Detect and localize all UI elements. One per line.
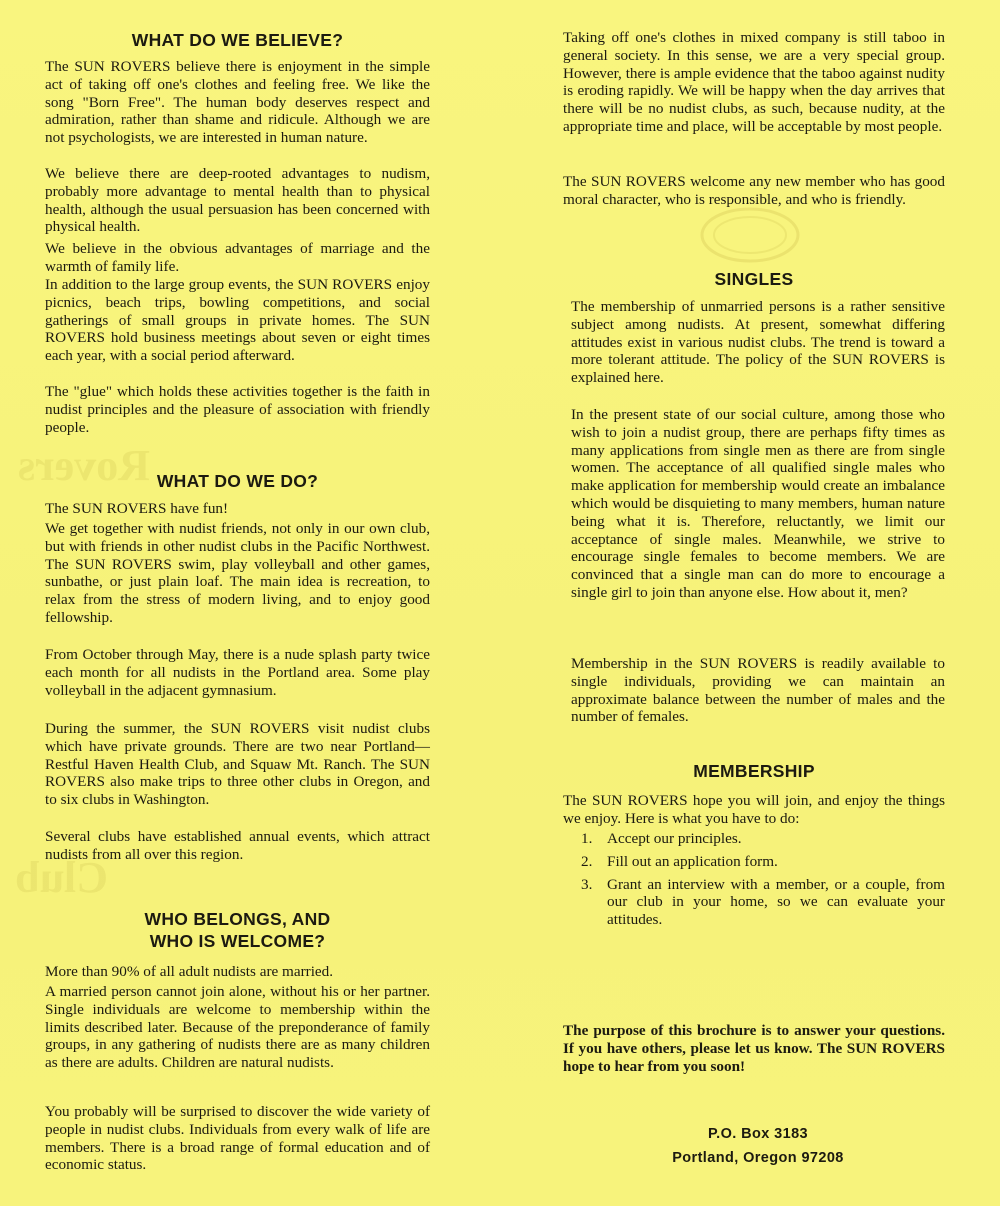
heading-what-do-we-believe: WHAT DO WE BELIEVE? (131, 30, 344, 50)
heading-singles: SINGLES (714, 269, 794, 289)
list-item: 2. Fill out an application form. (581, 852, 778, 870)
do-paragraph: We get together with nudist friends, not only in our own club, but with friends in other nudist clubs in the Pacific Northwest. The SUN ROVERS swim, play volleyball and other games, sunbathe, or just plain loaf. The main idea is recreation, to relax from the stress of modern living, and to enjoy good fellowship. (45, 520, 430, 626)
belongs-paragraph: More than 90% of all adult nudists are married. (45, 963, 334, 980)
list-item: 3. Grant an interview with a member, or a couple, from our club in your home, so we can evaluate your attitudes. (581, 875, 945, 929)
belongs-paragraph: You probably will be surprised to discover the wide variety of people in nudist clubs. Individuals from every walk of life are members. There is a broad range of formal education and of economic status. (45, 1103, 430, 1174)
singles-paragraph: In the present state of our social culture, among those who wish to join a nudist group, there are perhaps fifty times as many applications from single men as there are from single women. The acceptance of all qualified single males who make application for membership would create an imbalance which would be disquieting to many members, human nature being what it is. Therefore, reluctantly, we limit our acceptance of single males. Meanwhile, we strive to encourage single females to become members. We are convinced that a single man can do more to encourage a single girl to join than anyone else. How about it, men? (571, 406, 945, 601)
believe-paragraph: The "glue" which holds these activities together is the faith in nudist principles and the pleasure of association with friendly people. (45, 383, 430, 436)
watermark-rovers: Rovers (18, 441, 150, 490)
membership-steps (563, 830, 945, 934)
intro-paragraph: The SUN ROVERS welcome any new member who has good moral character, who is responsible, and who is friendly. (563, 173, 945, 208)
watermark-club: Club (15, 853, 108, 902)
heading-what-do-we-do: WHAT DO WE DO? (156, 471, 319, 491)
address-line-1: P.O. Box 3183 (707, 1126, 809, 1142)
believe-paragraph: We believe in the obvious advantages of marriage and the warmth of family life. (45, 240, 430, 275)
intro-paragraph: Taking off one's clothes in mixed company is still taboo in general society. In this sense, we are a very special group. However, there is ample evidence that the taboo against nudity is eroding rapidly. We will be happy when the day arrives that there will be no nudist clubs, as such, because nudity, at the appropriate time and place, will be acceptable by most people. (563, 29, 945, 135)
belongs-paragraph: A married person cannot join alone, without his or her partner. Single individuals are welcome to membership within the limits described later. Because of the preponderance of family groups, in any gathering of nudists there are as many children as there are adults. Children are natural nudists. (45, 983, 430, 1072)
believe-paragraph: We believe there are deep-rooted advantages to nudism, probably more advantage to mental health than to physical health, although the usual persuasion has been concerned with physical health. (45, 165, 430, 236)
membership-intro: The SUN ROVERS hope you will join, and enjoy the things we enjoy. Here is what you have to do: (563, 792, 945, 827)
do-paragraph: During the summer, the SUN ROVERS visit nudist clubs which have private grounds. There are two near Portland—Restful Haven Health Club, and Squaw Mt. Ranch. The SUN ROVERS also make trips to three other clubs in Oregon, and to six clubs in Washington. (45, 720, 430, 809)
address-line-2: Portland, Oregon 97208 (672, 1150, 844, 1166)
singles-paragraph: The membership of unmarried persons is a rather sensitive subject among nudists. At present, somewhat differing attitudes exist in various nudist clubs. The trend is toward a more tolerant attitude. The policy of the SUN ROVERS is explained here. (571, 298, 945, 387)
do-paragraph: The SUN ROVERS have fun! (45, 500, 229, 517)
do-paragraph: Several clubs have established annual events, which attract nudists from all over this region. (45, 828, 430, 863)
closing-paragraph: The purpose of this brochure is to answer your questions. If you have others, please let us know. The SUN ROVERS hope to hear from you soon! (563, 1022, 945, 1075)
do-paragraph: From October through May, there is a nude splash party twice each month for all nudists in the Portland area. Some play volleyball in the adjacent gymnasium. (45, 646, 430, 699)
list-item: 1. Accept our principles. (581, 830, 742, 847)
believe-paragraph: In addition to the large group events, the SUN ROVERS enjoy picnics, beach trips, bowling competitions, and social gatherings of small groups in private homes. The SUN ROVERS hold business meetings about seven or eight times each year, with a social period afterward. (45, 276, 430, 365)
heading-who-belongs-line1: WHO BELONGS, AND (144, 909, 331, 929)
believe-paragraph: The SUN ROVERS believe there is enjoyment in the simple act of taking off one's clothes and feeling free. We like the song "Born Free". The human body deserves respect and admiration, rather than shame and ridicule. Although we are not psychologists, we are interested in human nature. (45, 58, 430, 147)
singles-paragraph: Membership in the SUN ROVERS is readily available to single individuals, providing we can maintain an approximate balance between the number of males and the number of females. (571, 655, 945, 726)
mailing-address (563, 1122, 953, 1170)
seal-watermark (695, 205, 805, 265)
heading-membership: MEMBERSHIP (693, 761, 815, 781)
heading-who-belongs-line2: WHO IS WELCOME? (149, 931, 326, 951)
